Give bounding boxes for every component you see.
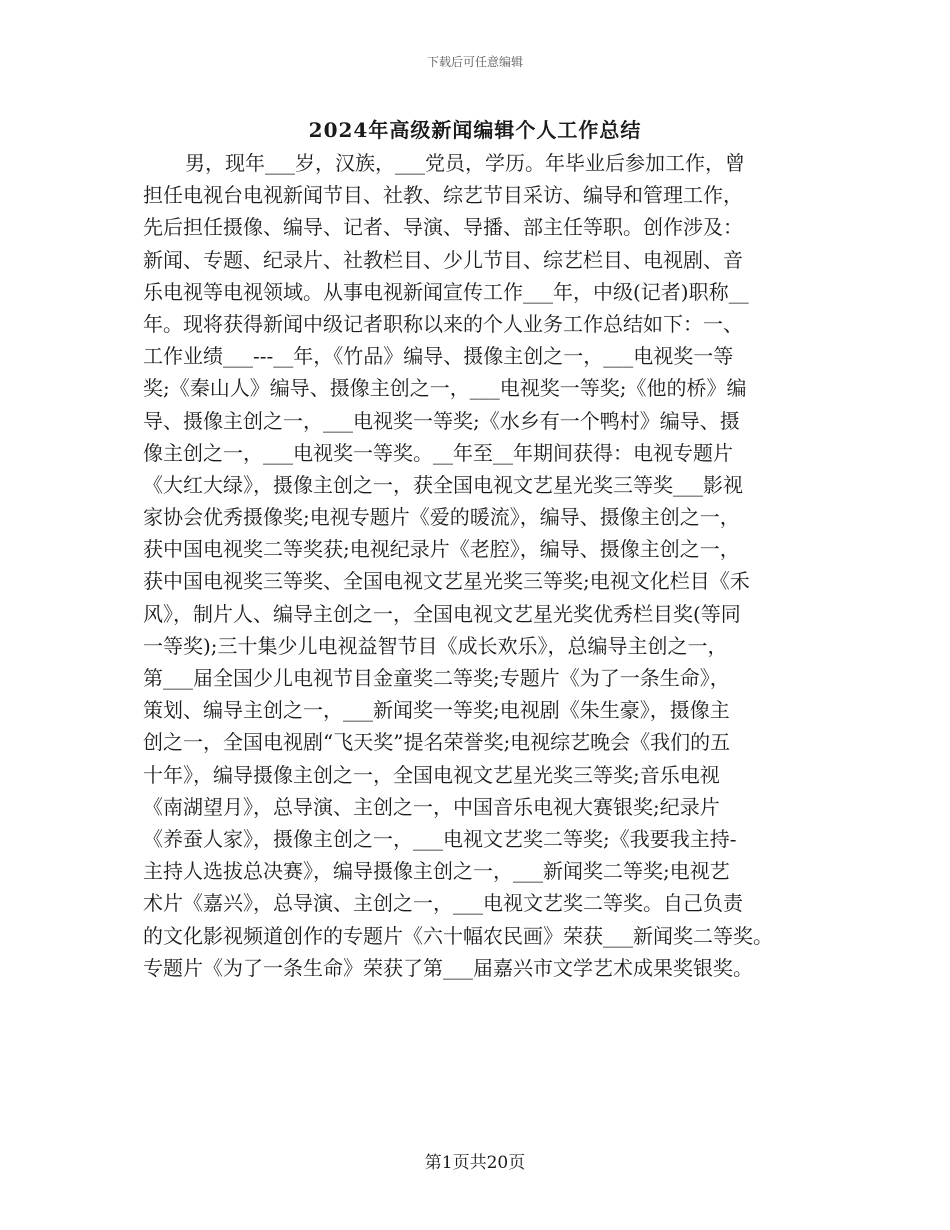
body-line: 家协会优秀摄像奖;电视专题片《爱的暖流》，编导、摄像主创之一， [143,505,740,530]
body-line: 导、摄像主创之一，___电视奖一等奖;《水乡有一个鸭村》编导、摄 [143,408,740,433]
body-line: 像主创之一，___电视奖一等奖。__年至__年期间获得：电视专题片 [143,440,733,465]
body-line: 创之一，全国电视剧“飞天奖”提名荣誉奖;电视综艺晚会《我们的五 [143,730,731,755]
body-line: 获中国电视奖二等奖获;电视纪录片《老腔》，编导、摄像主创之一， [143,537,740,562]
body-line: 获中国电视奖三等奖、全国电视文艺星光奖三等奖;电视文化栏目《禾 [143,569,750,594]
header-note: 下载后可任意编辑 [426,55,523,69]
body-line: 专题片《为了一条生命》荣获了第___届嘉兴市文学艺术成果奖银奖。 [143,955,753,980]
body-text [143,147,823,984]
body-line: 第___届全国少儿电视节目金童奖二等奖;专题片《为了一条生命》， [143,666,730,690]
body-line: 术片《嘉兴》，总导演、主创之一，___电视文艺奖二等奖。自己负责 [143,891,743,916]
body-line: 主持人选拔总决赛》，编导摄像主创之一，___新闻奖二等奖;电视艺 [143,859,730,884]
body-line: 的文化影视频道创作的专题片《六十幅农民画》荣获___新闻奖二等奖。 [143,923,773,948]
body-line: 男，现年___岁，汉族，___党员，学历。年毕业后参加工作，曾 [185,151,745,175]
body-line: 担任电视台电视新闻节目、社教、综艺节目采访、编导和管理工作， [143,183,743,208]
body-line: 风》，制片人、编导主创之一，全国电视文艺星光奖优秀栏目奖(等同 [143,601,741,626]
body-line: 《养蚕人家》，摄像主创之一，___电视文艺奖二等奖;《我要我主持- [143,826,737,851]
body-line: 先后担任摄像、编导、记者、导演、导播、部主任等职。创作涉及： [143,215,743,240]
body-line: 乐电视等电视领域。从事电视新闻宣传工作___年，中级(记者)职称__ [143,279,749,304]
body-line: 年。现将获得新闻中级记者职称以来的个人业务工作总结如下：一、 [143,311,743,336]
body-line: 十年》，编导摄像主创之一，全国电视文艺星光奖三等奖;音乐电视 [143,762,720,787]
body-line: 奖;《秦山人》编导、摄像主创之一，___电视奖一等奖;《他的桥》编 [143,376,747,401]
body-line: 策划、编导主创之一，___新闻奖一等奖;电视剧《朱生豪》，摄像主 [143,698,730,723]
body-line: 新闻、专题、纪录片、社教栏目、少儿节目、综艺栏目、电视剧、音 [143,247,743,272]
body-line: 《大红大绿》，摄像主创之一，获全国电视文艺星光奖三等奖___影视 [143,472,743,497]
body-line: 《南湖望月》，总导演、主创之一，中国音乐电视大赛银奖;纪录片 [143,794,720,819]
page-number: 第1页共20页 [424,1153,526,1173]
body-line: 工作业绩___---__年，《竹品》编导、摄像主创之一，___电视奖一等 [143,344,734,369]
document-title: 2024年高级新闻编辑个人工作总结 [308,118,642,142]
body-line: 一等奖);三十集少儿电视益智节目《成长欢乐》，总编导主创之一， [143,633,728,658]
